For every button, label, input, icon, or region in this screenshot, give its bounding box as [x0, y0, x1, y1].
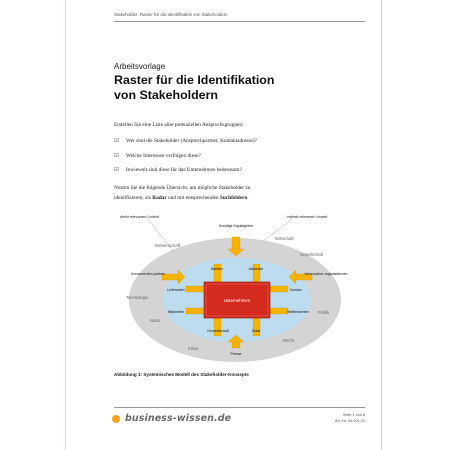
closing-line-1: Nutzen Sie die folgende Übersicht, um mögliche Stakeholder zu	[114, 185, 251, 191]
external-konsumentenpartner: Konsumenten-partner	[131, 272, 165, 276]
stakeholder-aktionaere: Aktionäre	[248, 267, 264, 271]
document-page	[65, 0, 382, 450]
title-line-2: von Stakeholdern	[114, 88, 218, 102]
document-subtitle: Arbeitsvorlage	[114, 62, 166, 71]
external-verbraucherorganisationen: Verbraucher-organisationen	[304, 272, 348, 276]
footer-meta	[335, 412, 365, 424]
logo-dot-icon	[112, 415, 120, 423]
list-item-text: Inwieweit sind diese für das Unternehmen bedeutsam?	[126, 167, 242, 173]
running-header: Stakeholder: Raster für die Identifikation von Stakeholdern	[114, 12, 228, 17]
stakeholder-diagram	[112, 212, 358, 364]
business-wissen-logo	[112, 413, 231, 424]
arrow-down-right	[253, 318, 260, 336]
closing-paragraph	[114, 184, 364, 203]
arrow-right-top	[270, 286, 288, 292]
stakeholder-kunden: Kunden	[289, 288, 303, 292]
external-sonstige-kapitalgeber: Sonstige Kapitalgeber	[218, 224, 254, 228]
closing-text: identifizieren; als	[114, 194, 153, 201]
article-number: Art.-Nr. 06.001.02	[335, 419, 365, 423]
arrow-left-top	[186, 286, 204, 292]
field-wirtschaft: Wirtschaft	[275, 236, 294, 241]
closing-line-2	[114, 194, 364, 204]
stakeholder-gewerkschaft: Gewerkschaft	[207, 329, 229, 333]
header-divider	[114, 21, 365, 22]
list-item	[114, 153, 257, 168]
stakeholder-mitarbeiter: Mitarbeiter	[167, 310, 185, 314]
closing-bold-suchfeldern: Suchfeldern	[219, 194, 248, 201]
stakeholder-banken: Banken	[211, 267, 223, 271]
company-label: Unternehmen	[223, 298, 251, 303]
field-natur: Natur	[150, 318, 161, 323]
list-item	[114, 138, 257, 153]
checkbox-icon: ☑	[114, 138, 120, 144]
arrow-top-shaft	[232, 237, 240, 249]
list-item-text: Wer sind die Stakeholder (Ansprechpartner, Kontaktadresse)?	[126, 138, 257, 144]
question-list	[114, 138, 257, 182]
field-klima: Klima	[188, 346, 199, 351]
arrow-left-bottom	[186, 308, 204, 314]
field-politik: Politik	[318, 310, 330, 315]
field-wissenschaft: Wissenschaft	[155, 243, 180, 248]
intro-text: Erstellen Sie eine Liste aller potenziellen Anspruchsgruppen:	[114, 122, 244, 128]
arrow-bottom-shaft	[232, 342, 240, 348]
indirect-environment-label: indirekt relevante Umwelt	[287, 215, 328, 219]
list-item	[114, 167, 257, 182]
closing-text: .	[247, 194, 249, 201]
closing-bold-radar: Radar	[152, 194, 167, 201]
logo-text: business-wissen.de	[125, 413, 232, 424]
stakeholder-lieferanten: Lieferanten	[167, 288, 185, 292]
footer-divider	[114, 407, 365, 408]
field-gesellschaft: Gesellschaft	[300, 252, 324, 257]
arrow-down-left	[214, 318, 221, 336]
stakeholder-staat: Staat	[251, 329, 261, 333]
page-number: Seite 1 von 6	[342, 413, 365, 417]
checkbox-icon: ☑	[114, 152, 120, 159]
field-recht: Recht	[283, 338, 294, 343]
figure-caption: Abbildung 1: Systemisches Modell des Stakeholder-Konzepts	[114, 372, 249, 377]
stakeholder-wettbewerber: Wettbewerber	[287, 310, 309, 314]
closing-text: und mit entsprechenden	[166, 194, 220, 201]
direct-environment-label: direkt relevantes Umfeld	[120, 215, 159, 219]
list-item-text: Welche Interessen verfolgen diese?	[126, 152, 201, 159]
field-technologie: Technologie	[126, 295, 149, 300]
checkbox-icon: ☑	[114, 167, 120, 173]
document-title	[114, 73, 274, 103]
title-line-1: Raster für die Identifikation	[114, 73, 275, 87]
arrow-right-bottom	[270, 308, 288, 314]
external-presse: Presse	[230, 352, 242, 356]
